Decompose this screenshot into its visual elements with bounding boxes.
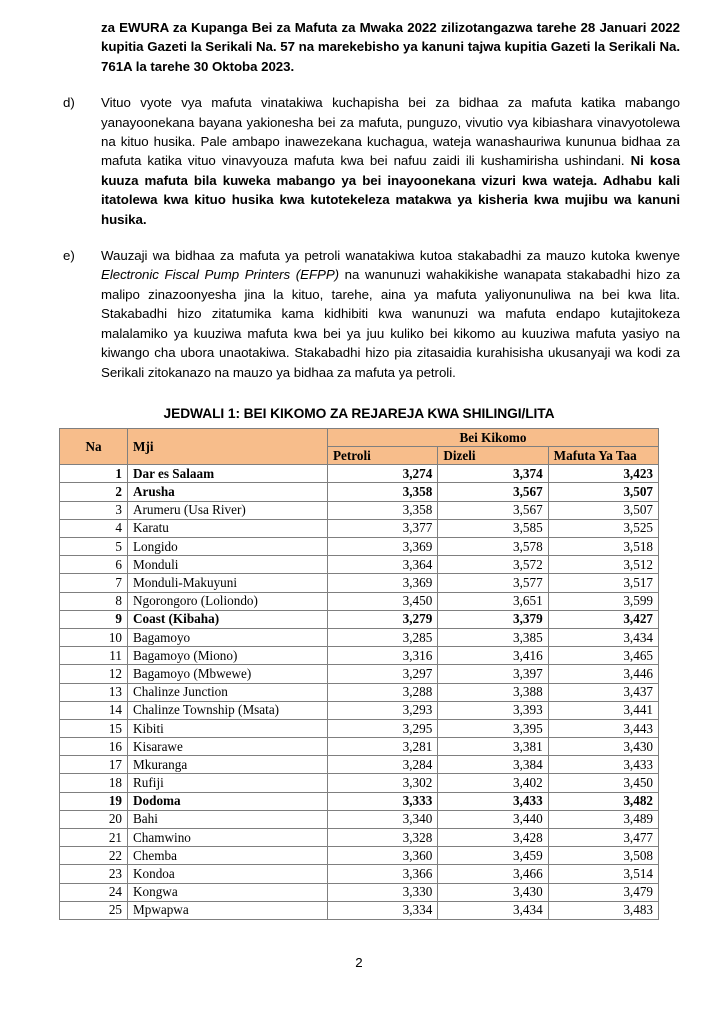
cell-taa: 3,507 <box>548 501 658 519</box>
table-row <box>60 574 659 592</box>
cell-na: 3 <box>60 501 128 519</box>
cell-dizeli: 3,402 <box>438 774 548 792</box>
cell-dizeli: 3,567 <box>438 501 548 519</box>
cell-taa: 3,508 <box>548 847 658 865</box>
cell-na: 1 <box>60 465 128 483</box>
cell-petroli: 3,288 <box>328 683 438 701</box>
price-table <box>59 428 659 920</box>
column-header-group-bei-kikomo: Bei Kikomo <box>328 428 659 446</box>
cell-na: 2 <box>60 483 128 501</box>
cell-mji: Mkuranga <box>128 756 328 774</box>
cell-petroli: 3,328 <box>328 829 438 847</box>
cell-taa: 3,507 <box>548 483 658 501</box>
cell-petroli: 3,330 <box>328 883 438 901</box>
table-row <box>60 483 659 501</box>
cell-petroli: 3,316 <box>328 647 438 665</box>
clause-d <box>38 93 680 229</box>
cell-mji: Rufiji <box>128 774 328 792</box>
cell-na: 17 <box>60 756 128 774</box>
cell-dizeli: 3,430 <box>438 883 548 901</box>
cell-petroli: 3,274 <box>328 465 438 483</box>
cell-mji: Karatu <box>128 519 328 537</box>
table-row <box>60 829 659 847</box>
cell-dizeli: 3,393 <box>438 701 548 719</box>
cell-taa: 3,465 <box>548 647 658 665</box>
cell-dizeli: 3,374 <box>438 465 548 483</box>
cell-taa: 3,443 <box>548 719 658 737</box>
cell-mji: Kibiti <box>128 719 328 737</box>
cell-dizeli: 3,466 <box>438 865 548 883</box>
cell-mji: Coast (Kibaha) <box>128 610 328 628</box>
cell-dizeli: 3,385 <box>438 628 548 646</box>
cell-mji: Kondoa <box>128 865 328 883</box>
cell-na: 7 <box>60 574 128 592</box>
cell-mji: Monduli <box>128 556 328 574</box>
cell-dizeli: 3,379 <box>438 610 548 628</box>
page-number: 2 <box>355 955 363 970</box>
cell-na: 21 <box>60 829 128 847</box>
clause-e-text-plain-1: Wauzaji wa bidhaa za mafuta ya petroli wanatakiwa kutoa stakabadhi za mauzo kutoka kwenye <box>101 248 680 264</box>
cell-dizeli: 3,428 <box>438 829 548 847</box>
cell-na: 10 <box>60 628 128 646</box>
cell-dizeli: 3,459 <box>438 847 548 865</box>
clause-e-marker: e) <box>63 248 75 264</box>
table-row <box>60 865 659 883</box>
cell-na: 20 <box>60 810 128 828</box>
cell-taa: 3,479 <box>548 883 658 901</box>
cell-dizeli: 3,416 <box>438 647 548 665</box>
cell-na: 12 <box>60 665 128 683</box>
table-row <box>60 610 659 628</box>
cell-mji: Kisarawe <box>128 738 328 756</box>
cell-dizeli: 3,585 <box>438 519 548 537</box>
cell-petroli: 3,358 <box>328 501 438 519</box>
cell-taa: 3,441 <box>548 701 658 719</box>
cell-mji: Bagamoyo <box>128 628 328 646</box>
cell-dizeli: 3,651 <box>438 592 548 610</box>
cell-petroli: 3,297 <box>328 665 438 683</box>
cell-na: 6 <box>60 556 128 574</box>
table-row <box>60 792 659 810</box>
table-row <box>60 901 659 919</box>
clause-e <box>38 246 680 382</box>
table-row <box>60 592 659 610</box>
cell-petroli: 3,358 <box>328 483 438 501</box>
cell-petroli: 3,366 <box>328 865 438 883</box>
cell-mji: Dodoma <box>128 792 328 810</box>
table-row <box>60 665 659 683</box>
cell-petroli: 3,360 <box>328 847 438 865</box>
cell-petroli: 3,284 <box>328 756 438 774</box>
cell-dizeli: 3,388 <box>438 683 548 701</box>
cell-petroli: 3,302 <box>328 774 438 792</box>
cell-na: 24 <box>60 883 128 901</box>
cell-dizeli: 3,440 <box>438 810 548 828</box>
cell-taa: 3,433 <box>548 756 658 774</box>
cell-petroli: 3,295 <box>328 719 438 737</box>
cell-petroli: 3,340 <box>328 810 438 828</box>
cell-taa: 3,483 <box>548 901 658 919</box>
cell-mji: Bagamoyo (Mbwewe) <box>128 665 328 683</box>
clause-d-body <box>101 93 680 229</box>
cell-petroli: 3,450 <box>328 592 438 610</box>
cell-dizeli: 3,397 <box>438 665 548 683</box>
cell-na: 4 <box>60 519 128 537</box>
clause-d-text-bold: Ni kosa kuuza mafuta bila kuweka mabango ya bei inayoonekana vizuri kwa wateja. Adhabu kali itatolewa kwa kituo husika kwa kutotekeleza matakwa ya kisheria kwa mujibu wa kanuni husika. <box>101 153 680 227</box>
table-row <box>60 738 659 756</box>
cell-taa: 3,489 <box>548 810 658 828</box>
cell-petroli: 3,334 <box>328 901 438 919</box>
cell-na: 11 <box>60 647 128 665</box>
column-header-dizeli: Dizeli <box>438 447 548 465</box>
cell-taa: 3,525 <box>548 519 658 537</box>
cell-mji: Kongwa <box>128 883 328 901</box>
cell-dizeli: 3,578 <box>438 538 548 556</box>
column-header-mafuta-ya-taa: Mafuta Ya Taa <box>548 447 658 465</box>
cell-petroli: 3,285 <box>328 628 438 646</box>
cell-taa: 3,517 <box>548 574 658 592</box>
table-row <box>60 519 659 537</box>
cell-na: 9 <box>60 610 128 628</box>
cell-na: 25 <box>60 901 128 919</box>
cell-petroli: 3,281 <box>328 738 438 756</box>
cell-dizeli: 3,395 <box>438 719 548 737</box>
cell-na: 5 <box>60 538 128 556</box>
cell-mji: Longido <box>128 538 328 556</box>
cell-taa: 3,446 <box>548 665 658 683</box>
clause-e-text-plain-2: na wanunuzi wahakikishe wanapata stakabadhi hizo za malipo zinazoonyesha jina la kituo, tarehe, aina ya mafuta yaliyonunuliwa na bei kwa lita. Stakabadhi hizo zitatumika kama kidhibiti kwa wanunuzi wa mafuta endapo kutajitokeza malalamiko ya kuuziwa mafuta kwa bei ya juu kuliko bei kikomo au kuuziwa mafuta yasiyo na kiwango cha ubora unaotakiwa. Stakabadhi hizo pia zitasaidia kurahisisha ukusanyaji wa kodi za Serikali zitokanazo na mauzo ya bidhaa za mafuta ya petroli. <box>101 267 680 380</box>
table-row <box>60 683 659 701</box>
cell-mji: Ngorongoro (Loliondo) <box>128 592 328 610</box>
table-header <box>60 428 659 464</box>
table-row <box>60 647 659 665</box>
clause-d-marker: d) <box>63 95 75 111</box>
cell-mji: Mpwapwa <box>128 901 328 919</box>
cell-na: 16 <box>60 738 128 756</box>
cell-dizeli: 3,434 <box>438 901 548 919</box>
cell-taa: 3,512 <box>548 556 658 574</box>
cell-petroli: 3,369 <box>328 538 438 556</box>
table-row <box>60 810 659 828</box>
cell-taa: 3,427 <box>548 610 658 628</box>
cell-petroli: 3,369 <box>328 574 438 592</box>
cell-mji: Bagamoyo (Miono) <box>128 647 328 665</box>
table-header-row-1 <box>60 428 659 446</box>
table-row <box>60 501 659 519</box>
clause-e-body <box>101 246 680 382</box>
cell-petroli: 3,279 <box>328 610 438 628</box>
cell-mji: Bahi <box>128 810 328 828</box>
column-header-petroli: Petroli <box>328 447 438 465</box>
cell-mji: Arusha <box>128 483 328 501</box>
cell-taa: 3,450 <box>548 774 658 792</box>
table-body <box>60 465 659 920</box>
cell-dizeli: 3,567 <box>438 483 548 501</box>
cell-mji: Chemba <box>128 847 328 865</box>
table-row <box>60 883 659 901</box>
table-row <box>60 756 659 774</box>
cell-taa: 3,437 <box>548 683 658 701</box>
cell-mji: Chalinze Junction <box>128 683 328 701</box>
cell-mji: Chamwino <box>128 829 328 847</box>
cell-na: 19 <box>60 792 128 810</box>
cell-dizeli: 3,381 <box>438 738 548 756</box>
table-row <box>60 538 659 556</box>
table-row <box>60 628 659 646</box>
column-header-na: Na <box>60 428 128 464</box>
cell-na: 18 <box>60 774 128 792</box>
cell-mji: Chalinze Township (Msata) <box>128 701 328 719</box>
cell-dizeli: 3,577 <box>438 574 548 592</box>
cell-dizeli: 3,433 <box>438 792 548 810</box>
cell-mji: Arumeru (Usa River) <box>128 501 328 519</box>
cell-taa: 3,423 <box>548 465 658 483</box>
cell-na: 13 <box>60 683 128 701</box>
column-header-mji: Mji <box>128 428 328 464</box>
cell-taa: 3,477 <box>548 829 658 847</box>
cell-dizeli: 3,384 <box>438 756 548 774</box>
cell-taa: 3,599 <box>548 592 658 610</box>
cell-taa: 3,434 <box>548 628 658 646</box>
table-row <box>60 556 659 574</box>
cell-mji: Monduli-Makuyuni <box>128 574 328 592</box>
cell-petroli: 3,364 <box>328 556 438 574</box>
table-title: JEDWALI 1: BEI KIKOMO ZA REJAREJA KWA SHILINGI/LITA <box>163 405 555 421</box>
table-row <box>60 465 659 483</box>
clause-e-text-italic: Electronic Fiscal Pump Printers (EFPP) <box>101 267 340 283</box>
cell-na: 22 <box>60 847 128 865</box>
clause-d-text-plain: Vituo vyote vya mafuta vinatakiwa kuchapisha bei za bidhaa za mafuta katika mabango yanayoonekana bayana yakionesha bei za mafuta, punguzo, vivutio vya kibiashara vinavyotolewa na kituo husika. Pale ambapo inawezekana kuchagua, wateja wanashauriwa kununua bidhaa za mafuta katika vituo vinavyouza mafuta kwa bei nafuu zaidi ili kushamirisha ushindani. <box>101 95 680 169</box>
cell-na: 23 <box>60 865 128 883</box>
table-row <box>60 847 659 865</box>
cell-na: 8 <box>60 592 128 610</box>
cell-petroli: 3,293 <box>328 701 438 719</box>
cell-petroli: 3,333 <box>328 792 438 810</box>
cell-na: 15 <box>60 719 128 737</box>
cell-taa: 3,518 <box>548 538 658 556</box>
table-row <box>60 719 659 737</box>
cell-taa: 3,514 <box>548 865 658 883</box>
cell-taa: 3,482 <box>548 792 658 810</box>
cell-mji: Dar es Salaam <box>128 465 328 483</box>
cell-dizeli: 3,572 <box>438 556 548 574</box>
cell-petroli: 3,377 <box>328 519 438 537</box>
table-row <box>60 701 659 719</box>
table-row <box>60 774 659 792</box>
continued-paragraph: za EWURA za Kupanga Bei za Mafuta za Mwaka 2022 zilizotangazwa tarehe 28 Januari 2022 kupitia Gazeti la Serikali Na. 57 na marekebisho ya kanuni tajwa kupitia Gazeti la Serikali Na. 761A la tarehe 30 Oktoba 2023. <box>101 20 680 74</box>
cell-na: 14 <box>60 701 128 719</box>
cell-taa: 3,430 <box>548 738 658 756</box>
